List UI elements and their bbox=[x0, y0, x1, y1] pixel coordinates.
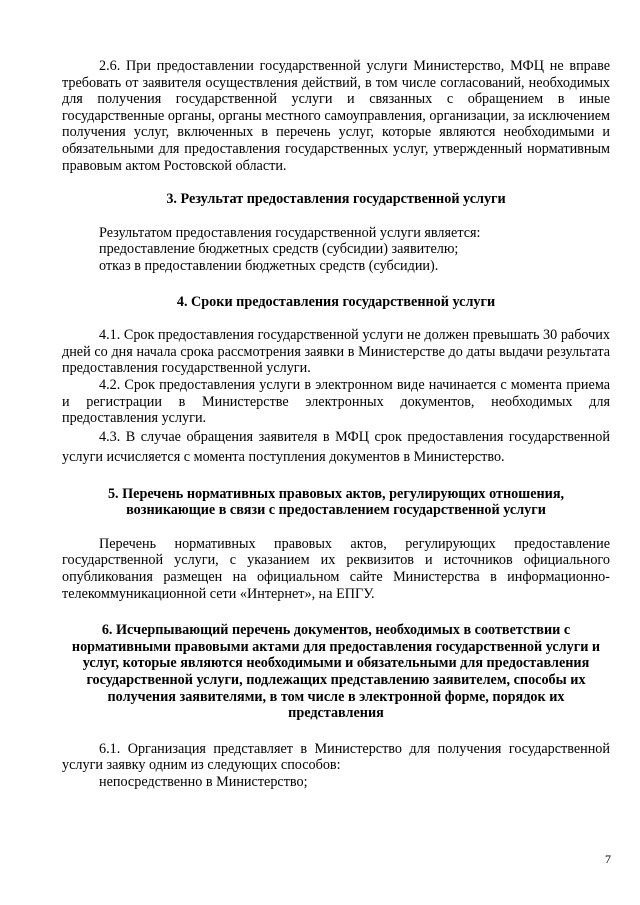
paragraph-5-1: Перечень нормативных правовых актов, регулирующих предоставление государственной услуги, с указанием их реквизитов и источников официального опубликования размещен на официальном сайте Министерства в информационно-телекоммуникационной сети «Интернет», на ЕПГУ. bbox=[62, 535, 610, 602]
paragraph-6-1: 6.1. Организация представляет в Министерство для получения государственной услуги заявку одним из следующих способов: bbox=[62, 740, 610, 774]
section-3-line-2: предоставление бюджетных средств (субсидии) заявителю; bbox=[99, 241, 459, 258]
paragraph-4-3: 4.3. В случае обращения заявителя в МФЦ срок предоставления государственной услуги исчисляется с момента поступления документов в Министерство. bbox=[62, 428, 610, 465]
section-6-heading: 6. Исчерпывающий перечень документов, необходимых в соответствии с нормативными правовыми актами для предоставления государственной услуги и услуг, которые являются необходимыми и обязательными для предоставления государственной услуги, подлежащих представлению заявителем, способы их получения заявителями, в том числе в электронной форме, порядок их представления bbox=[71, 622, 601, 722]
paragraph-4-1: 4.1. Срок предоставления государственной услуги не должен превышать 30 рабочих дней со дня начала срока рассмотрения заявки в Министерстве до даты выдачи результата предоставления государственной услуги. bbox=[62, 327, 610, 377]
section-3-line-3: отказ в предоставлении бюджетных средств (субсидии). bbox=[99, 257, 439, 274]
section-4-heading: 4. Сроки предоставления государственной услуги bbox=[176, 293, 496, 310]
page-number: 7 bbox=[605, 852, 611, 866]
paragraph-2-6: 2.6. При предоставлении государственной услуги Министерство, МФЦ не вправе требовать от заявителя осуществления действий, в том числе согласований, необходимых для получения государственной услуги и связанных с обращением в иные государственные органы, органы местного самоуправления, организации, за исключением получения услуг, включенных в перечень услуг, которые являются необходимыми и обязательными для предоставления государственных услуг, утвержденный нормативным правовым актом Ростовской области. bbox=[62, 58, 610, 174]
paragraph-6-1-item-1: непосредственно в Министерство; bbox=[99, 774, 308, 790]
section-3-line-1: Результатом предоставления государственной услуги является: bbox=[99, 224, 481, 241]
section-3-heading: 3. Результат предоставления государственной услуги bbox=[166, 191, 506, 208]
paragraph-4-2: 4.2. Срок предоставления услуги в электронном виде начинается с момента приема и регистрации в Министерстве электронных документов, необходимых для предоставления услуги. bbox=[62, 376, 610, 427]
section-5-heading: 5. Перечень нормативных правовых актов, регулирующих отношения, возникающие в связи с предоставлением государственной услуги bbox=[107, 485, 565, 519]
document-page bbox=[62, 58, 610, 791]
